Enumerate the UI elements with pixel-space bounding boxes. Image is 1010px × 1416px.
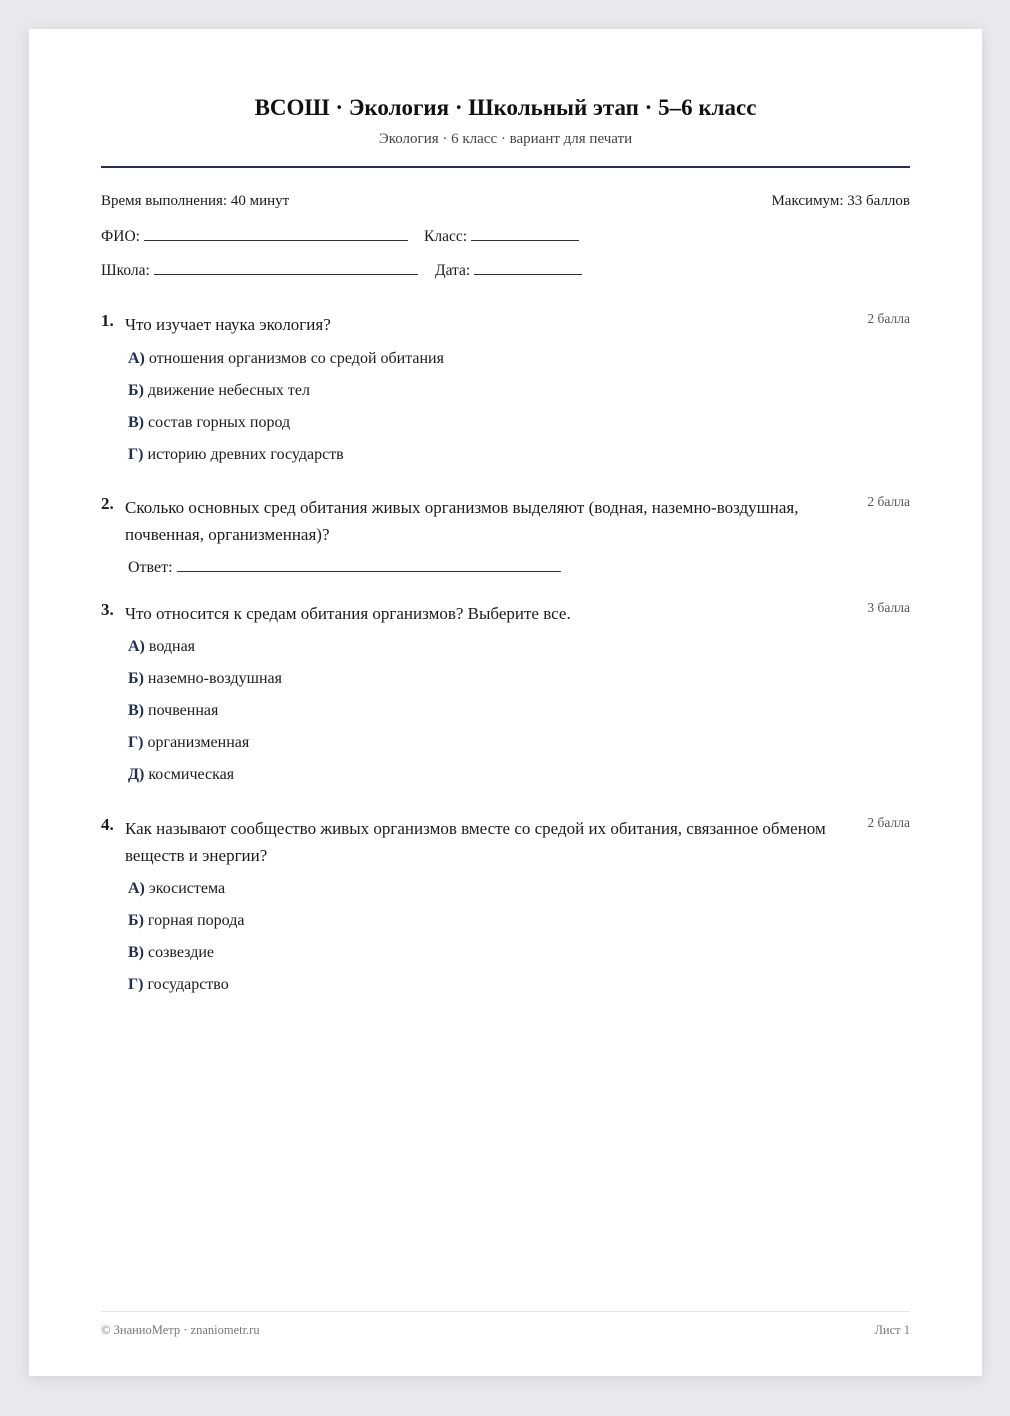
option-text: горная порода [147, 912, 245, 929]
q1-option-c[interactable] [128, 414, 290, 432]
option-letter: В) [128, 414, 144, 431]
date-field [435, 260, 582, 280]
q4-option-d[interactable] [128, 976, 229, 994]
option-letter: Г) [128, 734, 144, 751]
footer-copyright: © ЗнаниоМетр · znaniometr.ru [101, 1323, 260, 1337]
question-points: 2 балла [867, 815, 910, 830]
question-text: Как называют сообщество живых организмов вместе со средой их обитания, связанное обменом веществ и энергии? [125, 819, 826, 865]
question-text: Что относится к средам обитания организмов? Выберите все. [125, 604, 571, 623]
option-letter: Г) [128, 976, 144, 993]
answer-input-line[interactable] [177, 557, 561, 572]
option-text: движение небесных тел [147, 382, 310, 399]
option-text: космическая [148, 766, 235, 783]
question-points: 2 балла [867, 311, 910, 326]
page-subtitle: Экология · 6 класс · вариант для печати [378, 131, 633, 147]
date-input-line[interactable] [474, 260, 582, 275]
option-text: экосистема [148, 880, 226, 897]
question-number: 4. [101, 815, 114, 834]
class-label: Класс: [424, 228, 468, 245]
max-score: Максимум: 33 баллов [771, 193, 910, 209]
q3-option-b[interactable] [128, 670, 282, 688]
q4-option-a[interactable] [128, 880, 225, 898]
fio-input-line[interactable] [144, 226, 408, 241]
q4-option-c[interactable] [128, 944, 214, 962]
option-letter: В) [128, 702, 144, 719]
option-letter: В) [128, 944, 144, 961]
option-text: созвездие [148, 944, 215, 961]
footer-page-number: Лист 1 [874, 1323, 910, 1337]
q2-answer [128, 557, 561, 577]
question-number: 1. [101, 311, 114, 330]
school-field [101, 260, 418, 280]
question-number: 3. [101, 600, 114, 619]
fio-field [101, 226, 408, 246]
option-text: состав горных пород [148, 414, 291, 431]
option-letter: Б) [128, 670, 144, 687]
option-text: государство [147, 976, 229, 993]
q3-option-a[interactable] [128, 638, 195, 656]
question-text: Что изучает наука экология? [125, 315, 331, 334]
class-input-line[interactable] [471, 226, 579, 241]
option-letter: Д) [128, 766, 145, 783]
question-number: 2. [101, 494, 114, 513]
q3-option-c[interactable] [128, 702, 218, 720]
option-letter: А) [128, 880, 145, 897]
option-text: водная [148, 638, 196, 655]
class-field [424, 226, 579, 246]
q4-option-b[interactable] [128, 912, 244, 930]
header-divider [101, 166, 910, 168]
footer-divider [101, 1311, 910, 1312]
option-letter: Б) [128, 912, 144, 929]
fio-label: ФИО: [101, 228, 140, 245]
question-text: Сколько основных сред обитания живых организмов выделяют (водная, наземно-воздушная, почвенная, организменная)? [125, 498, 799, 544]
page-title: ВСОШ · Экология · Школьный этап · 5–6 класс [254, 95, 757, 120]
option-letter: Б) [128, 382, 144, 399]
q1-option-b[interactable] [128, 382, 310, 400]
option-text: организменная [147, 734, 250, 751]
worksheet-page [29, 29, 982, 1376]
option-letter: А) [128, 350, 145, 367]
q1-option-d[interactable] [128, 446, 344, 464]
school-input-line[interactable] [154, 260, 418, 275]
question-points: 3 балла [867, 600, 910, 615]
page-content [101, 29, 910, 1376]
date-label: Дата: [435, 262, 471, 279]
option-text: историю древних государств [147, 446, 344, 463]
answer-label: Ответ: [128, 559, 173, 576]
option-text: отношения организмов со средой обитания [148, 350, 444, 367]
q1-option-a[interactable] [128, 350, 444, 368]
school-label: Школа: [101, 262, 150, 279]
q3-option-e[interactable] [128, 766, 234, 784]
option-text: почвенная [148, 702, 219, 719]
q3-option-d[interactable] [128, 734, 249, 752]
option-letter: А) [128, 638, 145, 655]
question-points: 2 балла [867, 494, 910, 509]
option-letter: Г) [128, 446, 144, 463]
option-text: наземно-воздушная [147, 670, 282, 687]
time-limit: Время выполнения: 40 минут [101, 193, 290, 209]
